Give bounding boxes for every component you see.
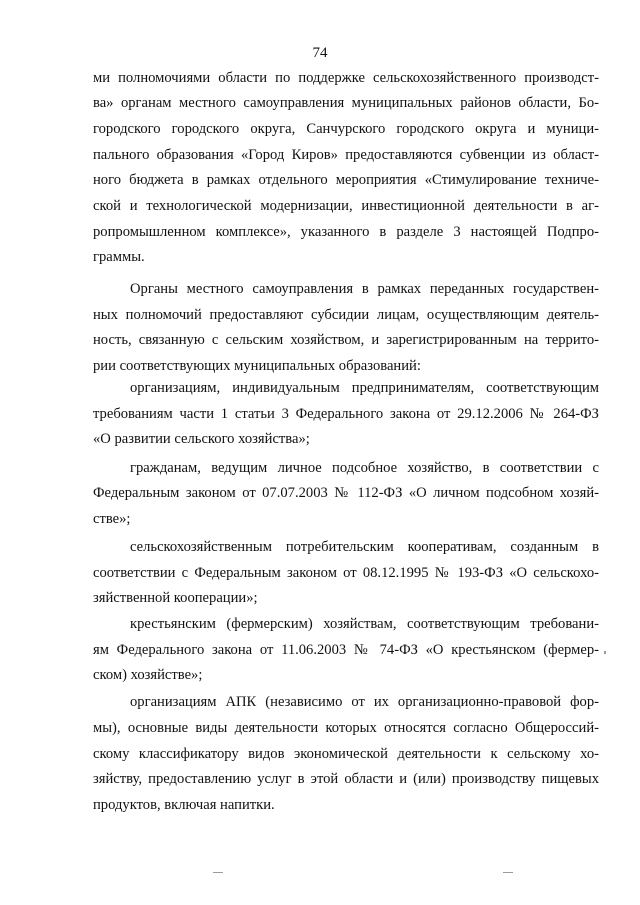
scan-speck [604, 651, 606, 654]
text-line: Федеральным законом от 07.07.2003 № 112-ФЗ «О личном подсобном хозяй- [93, 485, 599, 501]
text-line: соответствии с Федеральным законом от 08.12.1995 № 193-ФЗ «О сельскохо- [93, 565, 599, 581]
text-line: ской и технологической модернизации, инвестиционной деятельности в аг- [93, 198, 599, 214]
scan-speck [213, 872, 223, 873]
text-line: ва» органам местного самоуправления муниципальных районов области, Бо- [93, 95, 599, 111]
text-line: гражданам, ведущим личное подсобное хозяйство, в соответствии с [130, 460, 599, 476]
text-line: ность, связанную с сельским хозяйством, и зарегистрированным на террито- [93, 332, 599, 348]
text-line: организациям АПК (независимо от их организационно-правовой фор- [130, 694, 599, 710]
text-line: граммы. [93, 249, 145, 265]
text-line: зяйству, предоставлению услуг в этой области и (или) производству пищевых [93, 771, 599, 787]
text-line: ного бюджета в рамках отдельного мероприятия «Стимулирование техниче- [93, 172, 599, 188]
text-line: пального образования «Город Киров» предоставляются субвенции из област- [93, 147, 599, 163]
text-line: ском) хозяйстве»; [93, 667, 203, 683]
scan-speck [503, 872, 513, 873]
text-line: ям Федерального закона от 11.06.2003 № 74-ФЗ «О крестьянском (фермер- [93, 642, 599, 658]
text-line: «О развитии сельского хозяйства»; [93, 431, 310, 447]
text-line: рии соответствующих муниципальных образований: [93, 358, 421, 374]
text-line: городского городского округа, Санчурского городского округа и муници- [93, 121, 599, 137]
text-line: ных полномочий предоставляют субсидии лицам, осуществляющим деятель- [93, 307, 599, 323]
text-line: Органы местного самоуправления в рамках переданных государствен- [130, 281, 599, 297]
text-line: организациям, индивидуальным предпринимателям, соответствующим [130, 380, 599, 396]
text-line: ропромышленном комплексе», указанного в разделе 3 настоящей Подпро- [93, 224, 599, 240]
text-line: сельскохозяйственным потребительским кооперативам, созданным в [130, 539, 599, 555]
text-line: мы), основные виды деятельности которых относятся согласно Общероссий- [93, 720, 599, 736]
text-line: ми полномочиями области по поддержке сельскохозяйственного производст- [93, 70, 599, 86]
text-line: скому классификатору видов экономической деятельности к сельскому хо- [93, 746, 599, 762]
text-line: крестьянским (фермерским) хозяйствам, соответствующим требовани- [130, 616, 599, 632]
page-number: 74 [312, 45, 328, 61]
text-line: стве»; [93, 511, 131, 527]
text-line: требованиям части 1 статьи 3 Федерального закона от 29.12.2006 № 264-ФЗ [93, 406, 599, 422]
text-line: зяйственной кооперации»; [93, 590, 258, 606]
text-line: продуктов, включая напитки. [93, 797, 275, 813]
